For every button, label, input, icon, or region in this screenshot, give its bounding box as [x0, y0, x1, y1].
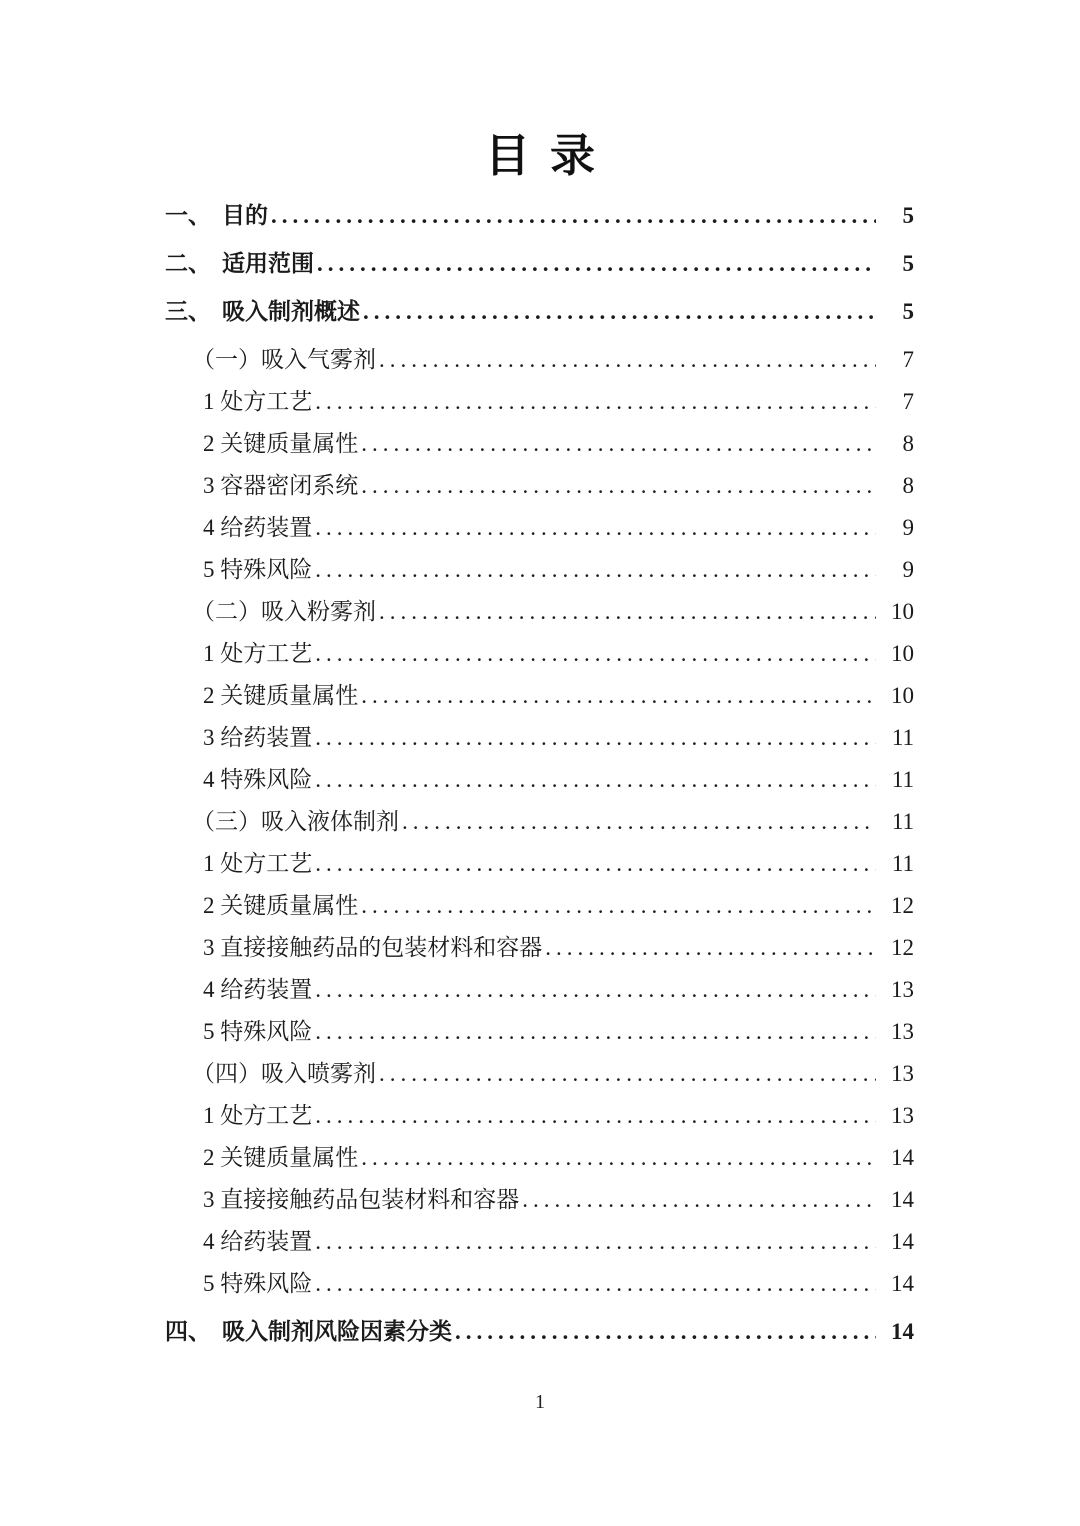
toc-dot-leader	[315, 381, 876, 423]
toc-dot-leader	[315, 1263, 876, 1305]
toc-entry-page: 13	[891, 1103, 914, 1128]
toc-dot-leader	[455, 1311, 876, 1353]
toc-dot-leader	[379, 1053, 876, 1095]
toc-entry[interactable]	[165, 1137, 914, 1179]
toc-dot-leader	[315, 717, 876, 759]
toc-dot-leader	[361, 1137, 876, 1179]
toc-entry-page: 14	[891, 1145, 914, 1170]
toc-entry[interactable]	[165, 291, 914, 333]
toc-entry-page: 7	[902, 347, 914, 372]
toc-entry-number: 四、	[165, 1319, 211, 1344]
toc-entry-page: 10	[891, 599, 914, 624]
toc-entry[interactable]	[165, 381, 914, 423]
toc-entry[interactable]	[165, 1179, 914, 1221]
toc-entry-page: 11	[891, 851, 914, 876]
toc-entry-page: 12	[891, 893, 914, 918]
toc-entry-label: 4 特殊风险	[203, 767, 313, 792]
toc-entry[interactable]	[165, 675, 914, 717]
toc-entry[interactable]	[165, 759, 914, 801]
toc-entry-page: 14	[891, 1319, 914, 1344]
toc-dot-leader	[361, 465, 876, 507]
toc-entry-label: 1 处方工艺	[203, 1103, 313, 1128]
toc-entry-label: 2 关键质量属性	[203, 683, 359, 708]
toc-entry[interactable]	[165, 423, 914, 465]
toc-entry-label: 4 给药装置	[203, 977, 313, 1002]
toc-entry-label: 2 关键质量属性	[203, 431, 359, 456]
footer-page-number: 1	[535, 1391, 545, 1413]
toc-entry[interactable]	[165, 1053, 914, 1095]
toc-entry-page: 11	[891, 809, 914, 834]
toc-entry-page: 13	[891, 977, 914, 1002]
toc-entry-page: 13	[891, 1061, 914, 1086]
toc-entry-page: 11	[891, 725, 914, 750]
toc-entry[interactable]	[165, 465, 914, 507]
toc-entry[interactable]	[165, 969, 914, 1011]
toc-dot-leader	[315, 1095, 876, 1137]
toc-entry[interactable]	[165, 927, 914, 969]
toc-entry-label: 吸入制剂风险因素分类	[222, 1319, 452, 1344]
toc-entry[interactable]	[165, 885, 914, 927]
toc-entry-label: 5 特殊风险	[203, 1271, 313, 1296]
toc-entry-page: 9	[902, 515, 914, 540]
toc-entry-label: 4 给药装置	[203, 515, 313, 540]
toc-entry-page: 10	[891, 641, 914, 666]
toc-entry[interactable]	[165, 1311, 914, 1353]
toc-entry-label: 1 处方工艺	[203, 851, 313, 876]
toc-dot-leader	[315, 633, 876, 675]
toc-entry[interactable]	[165, 339, 914, 381]
toc-entry-label: 3 给药装置	[203, 725, 313, 750]
toc-entry-page: 5	[902, 203, 914, 228]
toc-dot-leader	[315, 843, 876, 885]
toc-entry-label: 目的	[222, 203, 268, 228]
toc-entry-label: 3 容器密闭系统	[203, 473, 359, 498]
toc-dot-leader	[379, 339, 876, 381]
toc-entry-page: 13	[891, 1019, 914, 1044]
toc-entry[interactable]	[165, 591, 914, 633]
toc-entry-number: 三、	[165, 299, 211, 324]
toc-dot-leader	[315, 759, 876, 801]
toc-dot-leader	[271, 195, 876, 237]
toc-entry-label: 5 特殊风险	[203, 1019, 313, 1044]
toc-entry[interactable]	[165, 507, 914, 549]
toc-entry-label: （三）吸入液体制剂	[192, 809, 399, 834]
toc-entry-page: 14	[891, 1187, 914, 1212]
toc-entry[interactable]	[165, 1221, 914, 1263]
toc-entry-page: 9	[902, 557, 914, 582]
toc-entry-page: 7	[902, 389, 914, 414]
toc-entry[interactable]	[165, 717, 914, 759]
toc-entry[interactable]	[165, 1095, 914, 1137]
toc-entry[interactable]	[165, 549, 914, 591]
toc-entry-label: （二）吸入粉雾剂	[192, 599, 376, 624]
toc-entry-label: 2 关键质量属性	[203, 1145, 359, 1170]
toc-entry-label: 4 给药装置	[203, 1229, 313, 1254]
toc-dot-leader	[361, 675, 876, 717]
toc-list	[165, 195, 914, 1353]
toc-entry-page: 11	[891, 767, 914, 792]
toc-entry[interactable]	[165, 843, 914, 885]
toc-entry-page: 5	[902, 299, 914, 324]
toc-dot-leader	[361, 423, 876, 465]
toc-dot-leader	[315, 1221, 876, 1263]
toc-entry[interactable]	[165, 633, 914, 675]
toc-dot-leader	[522, 1179, 876, 1221]
toc-dot-leader	[545, 927, 876, 969]
toc-dot-leader	[363, 291, 876, 333]
toc-entry-page: 10	[891, 683, 914, 708]
toc-entry-label: 3 直接接触药品的包装材料和容器	[203, 935, 543, 960]
toc-entry[interactable]	[165, 1263, 914, 1305]
toc-dot-leader	[361, 885, 876, 927]
toc-entry-label: 吸入制剂概述	[222, 299, 360, 324]
toc-dot-leader	[315, 1011, 876, 1053]
toc-entry-page: 14	[891, 1271, 914, 1296]
toc-entry-label: 1 处方工艺	[203, 389, 313, 414]
toc-entry-number: 二、	[165, 251, 211, 276]
toc-entry-label: 适用范围	[222, 251, 314, 276]
toc-entry-number: 一、	[165, 203, 211, 228]
toc-entry-page: 14	[891, 1229, 914, 1254]
toc-entry-label: （四）吸入喷雾剂	[192, 1061, 376, 1086]
toc-entry-page: 5	[902, 251, 914, 276]
toc-dot-leader	[315, 969, 876, 1011]
toc-dot-leader	[317, 243, 876, 285]
toc-dot-leader	[315, 507, 876, 549]
toc-entry-label: 5 特殊风险	[203, 557, 313, 582]
toc-entry[interactable]	[165, 1011, 914, 1053]
toc-entry-page: 12	[891, 935, 914, 960]
toc-entry[interactable]	[165, 195, 914, 237]
toc-entry[interactable]	[165, 801, 914, 843]
toc-entry-label: 2 关键质量属性	[203, 893, 359, 918]
toc-dot-leader	[315, 549, 876, 591]
toc-entry-label: （一）吸入气雾剂	[192, 347, 376, 372]
toc-entry-label: 1 处方工艺	[203, 641, 313, 666]
toc-dot-leader	[379, 591, 876, 633]
page-title: 目录	[484, 131, 615, 181]
toc-entry-label: 3 直接接触药品包装材料和容器	[203, 1187, 520, 1212]
toc-entry[interactable]	[165, 243, 914, 285]
toc-entry-page: 8	[902, 473, 914, 498]
toc-entry-page: 8	[902, 431, 914, 456]
toc-dot-leader	[402, 801, 876, 843]
